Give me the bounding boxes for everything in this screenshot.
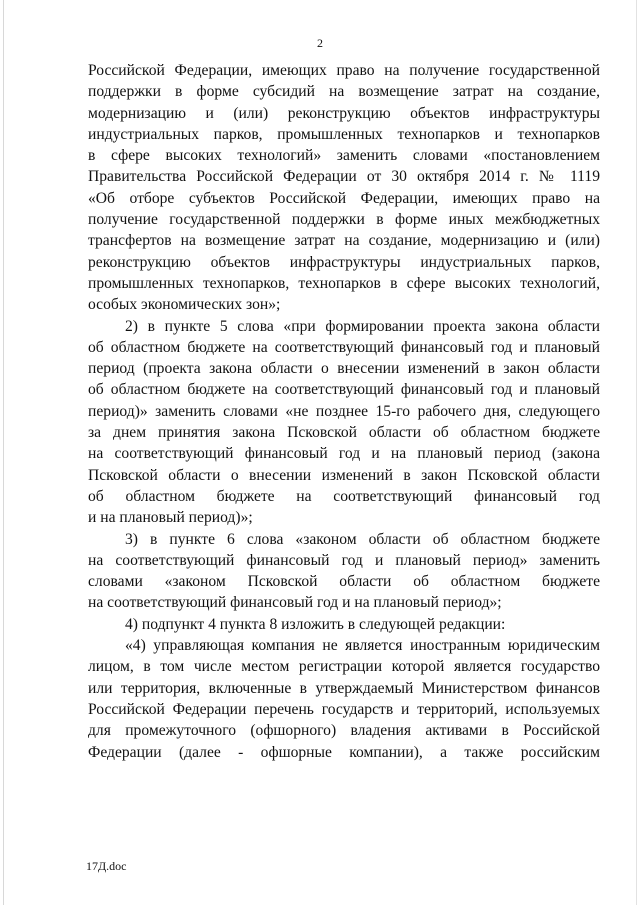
text-line: реконструкцию объектов инфраструктуры индустриальных парков, <box>88 253 600 271</box>
text-line: для промежуточного (офшорного) владения активами в Российской <box>88 722 600 740</box>
scan-edge-left <box>3 0 4 905</box>
text-line: трансфертов на возмещение затрат на создание, модернизацию и (или) <box>88 232 600 250</box>
text-line: на соответствующий финансовый год и на плановый период»; <box>88 594 502 612</box>
text-line: получение государственной поддержки в форме иных межбюджетных <box>88 211 600 229</box>
text-line: особых экономических зон»; <box>88 296 281 314</box>
text-line: индустриальных парков, промышленных технопарков и технопарков <box>88 125 600 143</box>
page-number: 2 <box>317 36 323 50</box>
text-line: или территория, включенные в утверждаемый Министерством финансов <box>88 679 600 697</box>
text-line: об областном бюджете на соответствующий финансовый год и плановый <box>88 338 600 356</box>
text-line: об областном бюджете на соответствующий финансовый год <box>88 487 600 505</box>
text-line: на соответствующий финансовый год и на плановый период (закона <box>88 445 600 463</box>
text-line: за днем принятия закона Псковской области об областном бюджете <box>88 424 600 442</box>
scan-edge-right <box>636 0 637 905</box>
text-line: Псковской области о внесении изменений в закон Псковской области <box>88 466 600 484</box>
text-line: лицом, в том числе местом регистрации которой является государство <box>88 658 600 676</box>
text-line: «4) управляющая компания не является иностранным юридическим <box>125 637 600 655</box>
text-line: модернизацию и (или) реконструкцию объектов инфраструктуры <box>88 104 600 122</box>
document-body <box>88 60 600 763</box>
text-line: 2) в пункте 5 слова «при формировании проекта закона области <box>125 317 600 335</box>
footer-filename: 17Д.doc <box>86 859 127 873</box>
text-line: об областном бюджете на соответствующий финансовый год и плановый <box>88 381 600 399</box>
text-line: «Об отборе субъектов Российской Федерации, имеющих право на <box>88 189 600 207</box>
text-line: словами «законом Псковской области об областном бюджете <box>88 573 600 591</box>
text-line: Российской Федерации перечень государств и территорий, используемых <box>88 700 600 718</box>
text-line: Российской Федерации, имеющих право на получение государственной <box>88 62 600 79</box>
text-line: Правительства Российской Федерации от 30 октября 2014 г. № 1119 <box>88 168 600 186</box>
text-line: 3) в пункте 6 слова «законом области об областном бюджете <box>125 530 600 548</box>
text-line: промышленных технопарков, технопарков в сфере высоких технологий, <box>88 274 600 292</box>
text-line: период)» заменить словами «не позднее 15-го рабочего дня, следующего <box>88 402 600 420</box>
text-line: 4) подпункт 4 пункта 8 изложить в следующей редакции: <box>125 615 506 633</box>
text-line: и на плановый период)»; <box>88 509 253 527</box>
text-line: поддержки в форме субсидий на возмещение затрат на создание, <box>88 83 600 101</box>
text-line: период (проекта закона области о внесении изменений в закон области <box>88 360 600 378</box>
text-line: на соответствующий финансовый год и плановый период» заменить <box>88 551 600 569</box>
text-line: в сфере высоких технологий» заменить словами «постановлением <box>88 147 600 165</box>
text-line: Федерации (далее - офшорные компании), а также российским <box>88 743 600 761</box>
